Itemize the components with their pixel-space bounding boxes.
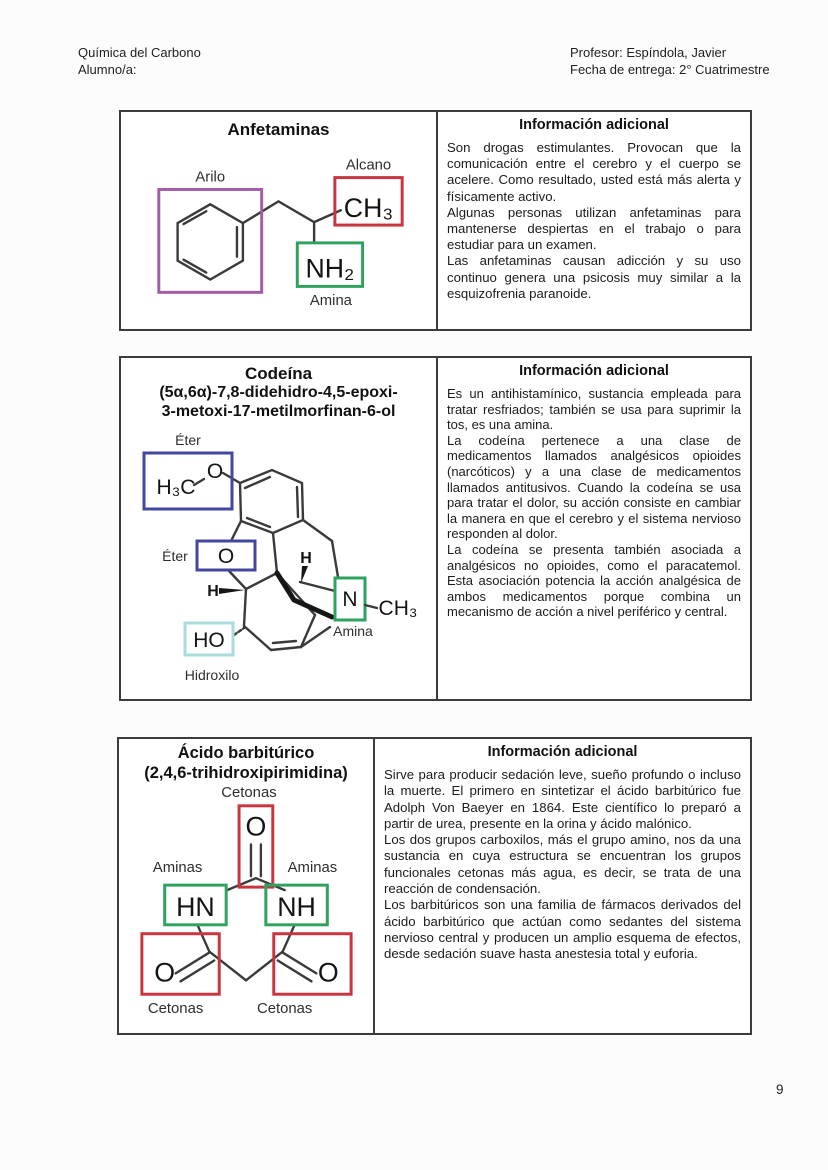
info-paragraph: La codeína pertenece a una clase de medicamentos llamados analgésicos opioides (narcóticos) y a una clase de medicamentos llamados antitusivos. Cuando la codeína se usa para tratar el dolor, su acción consiste en cambiar la manera en que el cerebro y el sistema nervioso responden al dolor. — [447, 432, 741, 542]
codeine-name: Codeína — [244, 364, 313, 383]
ether-mid-label: Éter — [161, 548, 188, 564]
amine-group-atom: NH₂ — [305, 253, 355, 284]
info-title: Información adicional — [519, 363, 669, 379]
ketone-top-label: Cetonas — [220, 784, 277, 801]
amphetamines-table — [119, 110, 752, 331]
barbituric-structure-cell — [119, 739, 373, 1033]
ether-top-oxygen-atom: O — [206, 460, 223, 483]
n-methyl-atom: CH₃ — [378, 597, 417, 620]
amine-right-label: Aminas — [287, 860, 337, 877]
info-paragraph: Es un antihistamínico, sustancia empleada para tratar resfriados; también se usa para suprimir la tos, es una amina. — [447, 386, 741, 433]
amphetamines-info-cell — [436, 112, 750, 329]
hydroxyl-label: Hidroxilo — [184, 667, 239, 683]
amine-label: Amina — [332, 623, 373, 639]
barbituric-structure-diagram — [120, 783, 373, 1019]
oxygen-right-atom: O — [317, 957, 339, 988]
professor-label: Profesor: Espíndola, Javier — [570, 45, 727, 60]
amine-label: Amina — [309, 293, 352, 310]
codeine-title — [121, 364, 436, 421]
stereo-wedge-center — [301, 566, 308, 583]
info-paragraph: La codeína se presenta también asociada a analgésicos no opioides, como el paracatemol. Esta asociación potencia la acción analgésica de ambos medicamentos porque combina un mecanismo de acción a nivel periférico y central. — [447, 541, 741, 620]
barbituric-name: Ácido barbitúrico — [177, 744, 315, 762]
header-left — [78, 44, 201, 78]
codeine-table — [119, 356, 752, 701]
amphetamines-structure-cell — [121, 112, 436, 329]
codeine-info-cell — [436, 358, 750, 699]
amphetamines-title: Anfetaminas — [227, 120, 330, 139]
ketone-bottom-right-label: Cetonas — [256, 1001, 312, 1018]
stereo-wedge-left — [219, 588, 245, 594]
hydroxyl-atom: HO — [192, 629, 225, 652]
codeine-iupac-line2: 3-metoxi-17-metilmorfinan-6-ol — [161, 403, 396, 420]
amphetamine-structure-diagram — [122, 140, 435, 324]
nh-atom: NH — [276, 891, 316, 922]
methyl-group-atom: CH₃ — [343, 193, 394, 224]
n-ch3-bond — [365, 605, 377, 608]
barbituric-info-cell — [373, 739, 750, 1033]
student-label: Alumno/a: — [78, 62, 137, 77]
hydrogen-center: H — [299, 550, 312, 567]
delivery-date-label: Fecha de entrega: 2° Cuatrimestre — [570, 62, 770, 77]
info-title: Información adicional — [519, 117, 669, 133]
alkane-label: Alcano — [345, 157, 392, 174]
ether-mid-oxygen-atom: O — [217, 545, 234, 568]
hn-atom: HN — [175, 891, 215, 922]
info-paragraph: Los dos grupos carboxilos, más el grupo amino, nos da una sustancia en cuya estructura se encuentran los grupos funcionales cetonas más agua, es decir, se trata de una reacción de condensación. — [384, 832, 741, 897]
page-number: 9 — [776, 1082, 784, 1097]
oxygen-left-atom: O — [153, 957, 175, 988]
aryl-label: Arilo — [195, 169, 226, 186]
info-paragraph: Las anfetaminas causan adicción y su uso continuo genera una psicosis muy similar a la esquizofrenia paranoide. — [447, 253, 741, 301]
nitrogen-atom: N — [341, 588, 358, 611]
oxygen-top-atom: O — [245, 811, 266, 842]
codeine-structure-cell — [121, 358, 436, 699]
methoxy-ch3-atom: H₃C — [156, 476, 195, 499]
course-title: Química del Carbono — [78, 45, 201, 60]
barbituric-acid-table — [117, 737, 752, 1035]
codeine-structure-diagram — [124, 421, 434, 693]
hydrogen-left: H — [206, 583, 219, 600]
info-paragraph: Sirve para producir sedación leve, sueño profundo o incluso la muerte. El primero en sintetizar el ácido barbitúrico fue Adolph Von Baeyer en 1864. Este científico lo preparó a partir de urea, presente en la orina y ácido malónico. — [384, 767, 741, 831]
header-right — [570, 44, 770, 78]
info-paragraph: Son drogas estimulantes. Provocan que la comunicación entre el cerebro y el cuerpo se acelere. Como resultado, usted está más alerta y físicamente activo. — [447, 140, 741, 204]
codeine-bold-bond — [277, 573, 332, 617]
barbituric-title — [119, 744, 373, 783]
ether-top-label: Éter — [174, 432, 201, 448]
codeine-iupac-line1: (5α,6α)-7,8-didehidro-4,5-epoxi- — [159, 384, 398, 401]
info-paragraph: Los barbitúricos son una familia de fármacos derivados del ácido barbitúrico que actúan como sedantes del sistema nervioso central y producen un amplio esquema de efectos, desde sedación suave hasta anestesia total y euforia. — [384, 897, 741, 962]
amine-left-label: Aminas — [152, 860, 202, 877]
info-paragraph: Algunas personas utilizan anfetaminas para mantenerse despiertas en el trabajo o para estudiar para un examen. — [447, 204, 741, 253]
ketone-bottom-left-label: Cetonas — [147, 1001, 203, 1018]
info-title: Información adicional — [487, 744, 638, 760]
barbituric-iupac: (2,4,6-trihidroxipirimidina) — [144, 763, 348, 782]
